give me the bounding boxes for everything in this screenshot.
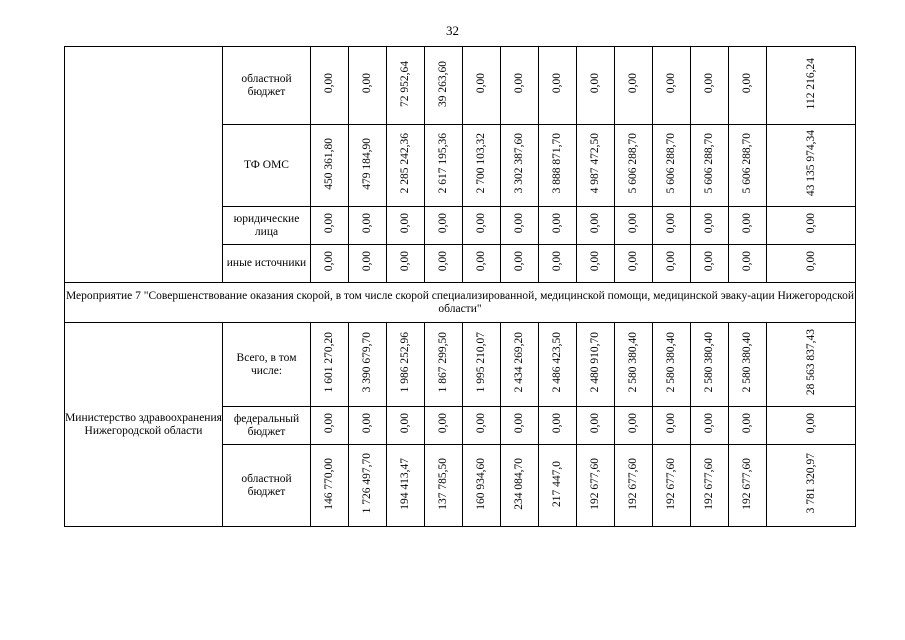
value-text: 0,00 [703,73,715,94]
value-text: 0,00 [475,251,487,272]
value-cell [425,125,463,207]
value-text: 2 580 380,40 [703,332,715,393]
value-cell [463,445,501,527]
value-cell [577,323,615,407]
value-text: 0,00 [741,73,753,94]
value-text: 3 781 320,97 [804,453,817,514]
value-text: 450 361,80 [323,137,335,190]
value-text: 217 447,0 [551,460,563,507]
value-cell [653,407,691,445]
value-cell [767,47,856,125]
value-text: 0,00 [361,73,373,94]
value-cell [691,445,729,527]
value-cell [653,207,691,245]
value-text: 5 606 288,70 [741,133,753,194]
value-cell [387,323,425,407]
value-cell [767,245,856,283]
value-cell [539,245,577,283]
value-cell [349,445,387,527]
value-cell [767,407,856,445]
value-cell [501,207,539,245]
value-text: 0,00 [589,213,601,234]
value-cell [615,207,653,245]
value-cell [539,407,577,445]
value-text: 479 184,90 [361,137,373,190]
value-cell [729,407,767,445]
value-text: 2 285 242,36 [399,133,411,194]
value-cell [425,245,463,283]
value-text: 1 986 252,96 [399,332,411,393]
value-text: 0,00 [665,213,677,234]
value-text: 0,00 [741,251,753,272]
value-cell [463,207,501,245]
value-text: 0,00 [551,73,563,94]
value-cell [653,323,691,407]
value-text: 0,00 [475,213,487,234]
value-cell [691,125,729,207]
value-text: 0,00 [437,251,449,272]
value-text: 0,00 [665,413,677,434]
value-cell [349,47,387,125]
value-cell [615,245,653,283]
value-cell [501,125,539,207]
value-text: 2 580 380,40 [741,332,753,393]
value-cell [425,445,463,527]
value-text: 0,00 [361,213,373,234]
value-text: 2 434 269,20 [513,332,525,393]
value-text: 0,00 [589,413,601,434]
value-cell [691,407,729,445]
value-text: 2 480 910,70 [589,332,601,393]
value-cell [501,47,539,125]
value-text: 0,00 [475,73,487,94]
funding-source-cell: иные источники [223,245,311,283]
value-cell [539,323,577,407]
value-text: 0,00 [703,413,715,434]
budget-table [64,46,856,527]
value-text: 0,00 [323,213,335,234]
value-text: 192 677,60 [741,457,753,510]
value-cell [311,323,349,407]
value-cell [653,125,691,207]
value-text: 0,00 [399,251,411,272]
value-text: 137 785,50 [437,457,449,510]
value-cell [653,245,691,283]
value-text: 0,00 [323,413,335,434]
value-text: 146 770,00 [323,457,335,510]
value-text: 0,00 [551,251,563,272]
value-cell [501,445,539,527]
value-cell [729,245,767,283]
value-text: 194 413,47 [399,457,411,510]
value-text: 2 580 380,40 [665,332,677,393]
value-text: 0,00 [513,413,525,434]
value-cell [539,47,577,125]
value-cell [311,47,349,125]
value-cell [615,407,653,445]
value-cell [311,407,349,445]
value-text: 39 263,60 [437,60,449,107]
value-text: 2 580 380,40 [627,332,639,393]
value-text: 5 606 288,70 [665,133,677,194]
value-cell [501,323,539,407]
value-text: 0,00 [513,73,525,94]
value-cell [691,245,729,283]
value-cell [729,47,767,125]
value-text: 3 888 871,70 [551,133,563,194]
value-cell [463,407,501,445]
value-cell [615,323,653,407]
value-cell [311,445,349,527]
value-cell [767,323,856,407]
value-cell [729,125,767,207]
value-cell [387,407,425,445]
value-text: 0,00 [627,73,639,94]
value-cell [615,47,653,125]
value-cell [615,125,653,207]
value-cell [577,47,615,125]
value-cell [349,245,387,283]
value-cell [577,125,615,207]
value-text: 0,00 [627,413,639,434]
value-text: 234 084,70 [513,457,525,510]
page-number: 32 [446,23,459,38]
measure-title: Мероприятие 7 "Совершенствование оказания скорой, в том числе скорой специализированной, медицинской помощи, медицинской эваку-ации Нижегородской области" [65,283,856,323]
value-cell [653,445,691,527]
value-cell [387,47,425,125]
empty-org-cell [65,47,223,283]
value-text: 0,00 [627,213,639,234]
value-text: 1 726 497,70 [361,453,373,514]
value-cell [311,207,349,245]
value-text: 4 987 472,50 [589,133,601,194]
value-text: 0,00 [399,413,411,434]
value-cell [425,407,463,445]
value-cell [387,245,425,283]
value-text: 43 135 974,34 [804,130,817,197]
value-cell [577,445,615,527]
value-cell [349,207,387,245]
value-cell [387,445,425,527]
value-text: 0,00 [589,73,601,94]
funding-source-cell: юридические лица [223,207,311,245]
value-cell [311,245,349,283]
value-text: 0,00 [703,251,715,272]
value-text: 0,00 [665,251,677,272]
value-text: 0,00 [627,251,639,272]
table-row [65,323,856,407]
value-text: 192 677,60 [589,457,601,510]
value-cell [615,445,653,527]
value-text: 0,00 [804,251,817,272]
value-cell [539,207,577,245]
value-cell [767,125,856,207]
value-text: 192 677,60 [703,457,715,510]
value-text: 0,00 [665,73,677,94]
value-text: 28 563 837,43 [804,329,817,396]
value-text: 1 601 270,20 [323,332,335,393]
value-cell [691,323,729,407]
value-text: 72 952,64 [399,60,411,107]
value-text: 0,00 [399,213,411,234]
value-cell [501,407,539,445]
value-text: 2 700 103,32 [475,133,487,194]
value-text: 0,00 [475,413,487,434]
value-text: 0,00 [589,251,601,272]
funding-source-cell: ТФ ОМС [223,125,311,207]
value-cell [387,125,425,207]
value-cell [539,125,577,207]
value-cell [729,323,767,407]
value-cell [691,207,729,245]
value-cell [729,445,767,527]
value-cell [577,407,615,445]
funding-source-cell: Всего, в том числе: [223,323,311,407]
value-cell [691,47,729,125]
value-cell [425,47,463,125]
value-cell [311,125,349,207]
value-text: 3 390 679,70 [361,332,373,393]
value-text: 192 677,60 [665,457,677,510]
value-text: 0,00 [361,413,373,434]
value-text: 0,00 [551,413,563,434]
value-cell [463,47,501,125]
value-text: 0,00 [703,213,715,234]
value-text: 0,00 [741,213,753,234]
value-cell [767,207,856,245]
value-text: 1 995 210,07 [475,332,487,393]
value-text: 2 486 423,50 [551,332,563,393]
value-cell [349,323,387,407]
value-text: 0,00 [323,251,335,272]
value-text: 0,00 [804,413,817,434]
funding-source-cell: областной бюджет [223,47,311,125]
value-text: 0,00 [513,251,525,272]
value-text: 112 216,24 [804,57,817,110]
value-text: 0,00 [804,213,817,234]
value-cell [425,207,463,245]
funding-source-cell: федеральный бюджет [223,407,311,445]
value-text: 2 617 195,36 [437,133,449,194]
value-cell [577,245,615,283]
value-text: 0,00 [323,73,335,94]
value-cell [349,125,387,207]
value-text: 0,00 [551,213,563,234]
value-cell [539,445,577,527]
value-text: 160 934,60 [475,457,487,510]
value-cell [463,125,501,207]
value-text: 192 677,60 [627,457,639,510]
value-text: 0,00 [741,413,753,434]
value-cell [463,323,501,407]
value-cell [387,207,425,245]
value-cell [501,245,539,283]
value-text: 5 606 288,70 [703,133,715,194]
organization-cell: Министерство здравоохранения Нижегородской области [65,323,223,527]
value-text: 3 302 387,60 [513,133,525,194]
value-text: 0,00 [437,413,449,434]
value-cell [577,207,615,245]
value-text: 0,00 [361,251,373,272]
table-row [65,47,856,125]
value-cell [463,245,501,283]
value-cell [425,323,463,407]
value-cell [729,207,767,245]
measure-row [65,283,856,323]
value-text: 0,00 [437,213,449,234]
value-text: 5 606 288,70 [627,133,639,194]
value-cell [653,47,691,125]
value-text: 1 867 299,50 [437,332,449,393]
funding-source-cell: областной бюджет [223,445,311,527]
value-text: 0,00 [513,213,525,234]
value-cell [767,445,856,527]
value-cell [349,407,387,445]
